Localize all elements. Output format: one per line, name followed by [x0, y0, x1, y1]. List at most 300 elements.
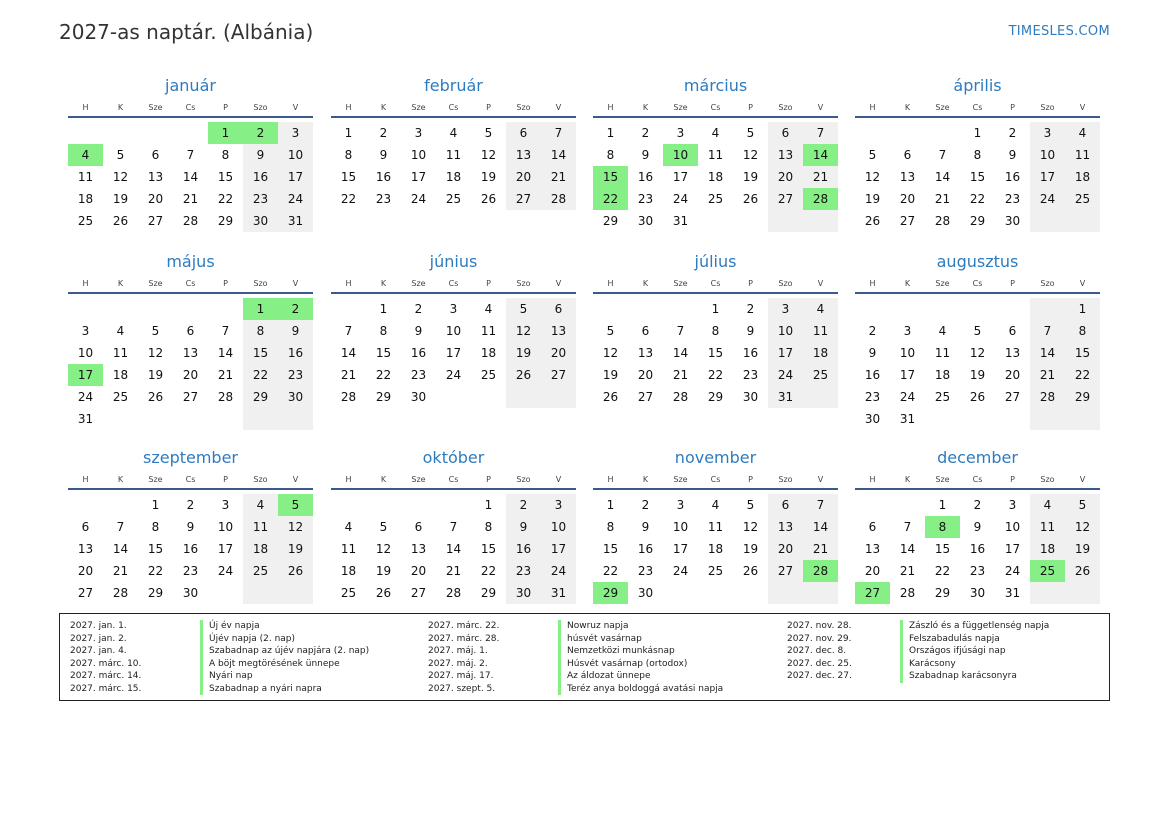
- day-cell[interactable]: 11: [445, 148, 462, 162]
- day-cell[interactable]: 5: [151, 324, 160, 338]
- holiday-day-cell[interactable]: 22: [593, 188, 628, 210]
- day-cell[interactable]: 24: [672, 192, 689, 206]
- day-cell[interactable]: 19: [147, 368, 164, 382]
- day-cell[interactable]: 2: [973, 498, 982, 512]
- day-cell[interactable]: 12: [480, 148, 497, 162]
- day-cell[interactable]: 12: [147, 346, 164, 360]
- day-cell[interactable]: 28: [1030, 386, 1065, 408]
- day-cell[interactable]: 11: [243, 516, 278, 538]
- day-cell[interactable]: 12: [506, 320, 541, 342]
- day-cell[interactable]: 4: [484, 302, 493, 316]
- day-cell[interactable]: 11: [803, 320, 838, 342]
- day-cell[interactable]: 13: [410, 542, 427, 556]
- day-cell[interactable]: 25: [340, 586, 357, 600]
- day-cell[interactable]: 17: [541, 538, 576, 560]
- day-cell[interactable]: 10: [445, 324, 462, 338]
- day-cell[interactable]: 9: [186, 520, 195, 534]
- day-cell[interactable]: 26: [278, 560, 313, 582]
- day-cell[interactable]: 5: [973, 324, 982, 338]
- day-cell[interactable]: 23: [864, 390, 881, 404]
- day-cell[interactable]: 18: [480, 346, 497, 360]
- day-cell[interactable]: 17: [1030, 166, 1065, 188]
- day-cell[interactable]: 4: [116, 324, 125, 338]
- day-cell[interactable]: 10: [899, 346, 916, 360]
- day-cell[interactable]: 14: [1030, 342, 1065, 364]
- day-cell[interactable]: 10: [278, 144, 313, 166]
- day-cell[interactable]: 26: [375, 586, 392, 600]
- day-cell[interactable]: 1: [484, 498, 493, 512]
- day-cell[interactable]: 25: [934, 390, 951, 404]
- day-cell[interactable]: 18: [707, 542, 724, 556]
- day-cell[interactable]: 4: [243, 494, 278, 516]
- day-cell[interactable]: 27: [506, 188, 541, 210]
- day-cell[interactable]: 21: [803, 166, 838, 188]
- day-cell[interactable]: 1: [344, 126, 353, 140]
- day-cell[interactable]: 30: [278, 386, 313, 408]
- day-cell[interactable]: 9: [414, 324, 423, 338]
- day-cell[interactable]: 17: [217, 542, 234, 556]
- day-cell[interactable]: 17: [1004, 542, 1021, 556]
- day-cell[interactable]: 11: [1030, 516, 1065, 538]
- day-cell[interactable]: 4: [803, 298, 838, 320]
- day-cell[interactable]: 27: [410, 586, 427, 600]
- day-cell[interactable]: 24: [445, 368, 462, 382]
- day-cell[interactable]: 19: [602, 368, 619, 382]
- day-cell[interactable]: 4: [938, 324, 947, 338]
- day-cell[interactable]: 15: [217, 170, 234, 184]
- day-cell[interactable]: 19: [506, 342, 541, 364]
- day-cell[interactable]: 27: [147, 214, 164, 228]
- day-cell[interactable]: 6: [506, 122, 541, 144]
- day-cell[interactable]: 12: [1065, 516, 1100, 538]
- day-cell[interactable]: 8: [221, 148, 230, 162]
- day-cell[interactable]: 19: [375, 564, 392, 578]
- day-cell[interactable]: 3: [676, 126, 685, 140]
- day-cell[interactable]: 10: [217, 520, 234, 534]
- day-cell[interactable]: 8: [711, 324, 720, 338]
- day-cell[interactable]: 9: [243, 144, 278, 166]
- day-cell[interactable]: 15: [147, 542, 164, 556]
- day-cell[interactable]: 16: [182, 542, 199, 556]
- day-cell[interactable]: 6: [151, 148, 160, 162]
- day-cell[interactable]: 3: [81, 324, 90, 338]
- day-cell[interactable]: 10: [768, 320, 803, 342]
- day-cell[interactable]: 24: [77, 390, 94, 404]
- holiday-day-cell[interactable]: 4: [68, 144, 103, 166]
- day-cell[interactable]: 6: [414, 520, 423, 534]
- day-cell[interactable]: 21: [112, 564, 129, 578]
- day-cell[interactable]: 7: [803, 494, 838, 516]
- day-cell[interactable]: 7: [221, 324, 230, 338]
- day-cell[interactable]: 21: [672, 368, 689, 382]
- day-cell[interactable]: 6: [903, 148, 912, 162]
- holiday-day-cell[interactable]: 15: [593, 166, 628, 188]
- day-cell[interactable]: 29: [375, 390, 392, 404]
- day-cell[interactable]: 10: [1004, 520, 1021, 534]
- day-cell[interactable]: 19: [112, 192, 129, 206]
- day-cell[interactable]: 25: [243, 560, 278, 582]
- day-cell[interactable]: 2: [641, 126, 650, 140]
- day-cell[interactable]: 5: [746, 498, 755, 512]
- day-cell[interactable]: 24: [410, 192, 427, 206]
- day-cell[interactable]: 21: [803, 538, 838, 560]
- day-cell[interactable]: 13: [1004, 346, 1021, 360]
- day-cell[interactable]: 13: [899, 170, 916, 184]
- day-cell[interactable]: 30: [1004, 214, 1021, 228]
- day-cell[interactable]: 28: [934, 214, 951, 228]
- day-cell[interactable]: 11: [480, 324, 497, 338]
- day-cell[interactable]: 15: [1065, 342, 1100, 364]
- day-cell[interactable]: 5: [746, 126, 755, 140]
- day-cell[interactable]: 27: [182, 390, 199, 404]
- day-cell[interactable]: 2: [641, 498, 650, 512]
- day-cell[interactable]: 16: [864, 368, 881, 382]
- day-cell[interactable]: 10: [77, 346, 94, 360]
- day-cell[interactable]: 28: [217, 390, 234, 404]
- day-cell[interactable]: 8: [344, 148, 353, 162]
- day-cell[interactable]: 6: [81, 520, 90, 534]
- day-cell[interactable]: 10: [672, 520, 689, 534]
- day-cell[interactable]: 2: [868, 324, 877, 338]
- day-cell[interactable]: 26: [1065, 560, 1100, 582]
- day-cell[interactable]: 13: [147, 170, 164, 184]
- day-cell[interactable]: 20: [768, 166, 803, 188]
- holiday-day-cell[interactable]: 28: [803, 560, 838, 582]
- day-cell[interactable]: 11: [340, 542, 357, 556]
- day-cell[interactable]: 21: [541, 166, 576, 188]
- day-cell[interactable]: 25: [112, 390, 129, 404]
- day-cell[interactable]: 31: [1004, 586, 1021, 600]
- day-cell[interactable]: 18: [1065, 166, 1100, 188]
- day-cell[interactable]: 21: [340, 368, 357, 382]
- holiday-day-cell[interactable]: 1: [208, 122, 243, 144]
- day-cell[interactable]: 12: [864, 170, 881, 184]
- day-cell[interactable]: 16: [506, 538, 541, 560]
- day-cell[interactable]: 18: [340, 564, 357, 578]
- day-cell[interactable]: 23: [375, 192, 392, 206]
- day-cell[interactable]: 27: [1004, 390, 1021, 404]
- day-cell[interactable]: 18: [707, 170, 724, 184]
- day-cell[interactable]: 29: [707, 390, 724, 404]
- day-cell[interactable]: 22: [480, 564, 497, 578]
- day-cell[interactable]: 31: [899, 412, 916, 426]
- day-cell[interactable]: 25: [77, 214, 94, 228]
- day-cell[interactable]: 27: [768, 188, 803, 210]
- day-cell[interactable]: 6: [768, 122, 803, 144]
- day-cell[interactable]: 25: [480, 368, 497, 382]
- day-cell[interactable]: 12: [602, 346, 619, 360]
- day-cell[interactable]: 26: [742, 564, 759, 578]
- day-cell[interactable]: 22: [217, 192, 234, 206]
- day-cell[interactable]: 29: [969, 214, 986, 228]
- day-cell[interactable]: 22: [969, 192, 986, 206]
- day-cell[interactable]: 25: [1065, 188, 1100, 210]
- day-cell[interactable]: 21: [934, 192, 951, 206]
- day-cell[interactable]: 11: [112, 346, 129, 360]
- day-cell[interactable]: 26: [147, 390, 164, 404]
- holiday-day-cell[interactable]: 10: [663, 144, 698, 166]
- day-cell[interactable]: 13: [77, 542, 94, 556]
- day-cell[interactable]: 2: [1008, 126, 1017, 140]
- day-cell[interactable]: 24: [768, 364, 803, 386]
- day-cell[interactable]: 12: [278, 516, 313, 538]
- day-cell[interactable]: 14: [217, 346, 234, 360]
- day-cell[interactable]: 3: [1030, 122, 1065, 144]
- day-cell[interactable]: 17: [899, 368, 916, 382]
- day-cell[interactable]: 14: [112, 542, 129, 556]
- day-cell[interactable]: 4: [344, 520, 353, 534]
- day-cell[interactable]: 23: [278, 364, 313, 386]
- day-cell[interactable]: 2: [746, 302, 755, 316]
- day-cell[interactable]: 23: [410, 368, 427, 382]
- day-cell[interactable]: 13: [637, 346, 654, 360]
- day-cell[interactable]: 28: [445, 586, 462, 600]
- holiday-day-cell[interactable]: 25: [1030, 560, 1065, 582]
- day-cell[interactable]: 26: [112, 214, 129, 228]
- day-cell[interactable]: 9: [973, 520, 982, 534]
- day-cell[interactable]: 13: [864, 542, 881, 556]
- day-cell[interactable]: 29: [480, 586, 497, 600]
- day-cell[interactable]: 4: [1030, 494, 1065, 516]
- day-cell[interactable]: 31: [278, 210, 313, 232]
- site-link[interactable]: TIMESLES.COM: [1008, 24, 1110, 39]
- day-cell[interactable]: 30: [864, 412, 881, 426]
- day-cell[interactable]: 3: [278, 122, 313, 144]
- day-cell[interactable]: 12: [375, 542, 392, 556]
- day-cell[interactable]: 1: [973, 126, 982, 140]
- day-cell[interactable]: 1: [1065, 298, 1100, 320]
- day-cell[interactable]: 5: [116, 148, 125, 162]
- day-cell[interactable]: 24: [217, 564, 234, 578]
- day-cell[interactable]: 10: [410, 148, 427, 162]
- day-cell[interactable]: 3: [414, 126, 423, 140]
- day-cell[interactable]: 19: [742, 170, 759, 184]
- day-cell[interactable]: 19: [480, 170, 497, 184]
- day-cell[interactable]: 4: [711, 498, 720, 512]
- day-cell[interactable]: 23: [243, 188, 278, 210]
- day-cell[interactable]: 4: [1065, 122, 1100, 144]
- day-cell[interactable]: 16: [637, 542, 654, 556]
- day-cell[interactable]: 30: [506, 582, 541, 604]
- day-cell[interactable]: 10: [1030, 144, 1065, 166]
- day-cell[interactable]: 19: [969, 368, 986, 382]
- day-cell[interactable]: 27: [637, 390, 654, 404]
- day-cell[interactable]: 26: [602, 390, 619, 404]
- day-cell[interactable]: 26: [969, 390, 986, 404]
- day-cell[interactable]: 17: [768, 342, 803, 364]
- day-cell[interactable]: 30: [243, 210, 278, 232]
- day-cell[interactable]: 14: [541, 144, 576, 166]
- day-cell[interactable]: 9: [1008, 148, 1017, 162]
- day-cell[interactable]: 8: [606, 520, 615, 534]
- day-cell[interactable]: 9: [379, 148, 388, 162]
- holiday-day-cell[interactable]: 14: [803, 144, 838, 166]
- day-cell[interactable]: 8: [151, 520, 160, 534]
- day-cell[interactable]: 18: [1030, 538, 1065, 560]
- day-cell[interactable]: 8: [973, 148, 982, 162]
- day-cell[interactable]: 20: [77, 564, 94, 578]
- day-cell[interactable]: 22: [243, 364, 278, 386]
- day-cell[interactable]: 21: [445, 564, 462, 578]
- holiday-day-cell[interactable]: 28: [803, 188, 838, 210]
- day-cell[interactable]: 15: [340, 170, 357, 184]
- day-cell[interactable]: 6: [541, 298, 576, 320]
- day-cell[interactable]: 21: [899, 564, 916, 578]
- day-cell[interactable]: 16: [375, 170, 392, 184]
- day-cell[interactable]: 3: [903, 324, 912, 338]
- day-cell[interactable]: 12: [969, 346, 986, 360]
- day-cell[interactable]: 28: [340, 390, 357, 404]
- day-cell[interactable]: 28: [182, 214, 199, 228]
- day-cell[interactable]: 16: [742, 346, 759, 360]
- day-cell[interactable]: 1: [938, 498, 947, 512]
- day-cell[interactable]: 15: [480, 542, 497, 556]
- day-cell[interactable]: 6: [641, 324, 650, 338]
- day-cell[interactable]: 14: [934, 170, 951, 184]
- day-cell[interactable]: 29: [934, 586, 951, 600]
- day-cell[interactable]: 15: [934, 542, 951, 556]
- day-cell[interactable]: 29: [1065, 386, 1100, 408]
- day-cell[interactable]: 7: [676, 324, 685, 338]
- day-cell[interactable]: 6: [186, 324, 195, 338]
- day-cell[interactable]: 22: [1065, 364, 1100, 386]
- day-cell[interactable]: 28: [672, 390, 689, 404]
- day-cell[interactable]: 25: [707, 564, 724, 578]
- day-cell[interactable]: 2: [379, 126, 388, 140]
- day-cell[interactable]: 4: [449, 126, 458, 140]
- day-cell[interactable]: 14: [899, 542, 916, 556]
- day-cell[interactable]: 18: [77, 192, 94, 206]
- day-cell[interactable]: 19: [742, 542, 759, 556]
- day-cell[interactable]: 16: [243, 166, 278, 188]
- day-cell[interactable]: 5: [379, 520, 388, 534]
- day-cell[interactable]: 25: [803, 364, 838, 386]
- day-cell[interactable]: 27: [899, 214, 916, 228]
- day-cell[interactable]: 8: [243, 320, 278, 342]
- day-cell[interactable]: 29: [243, 386, 278, 408]
- day-cell[interactable]: 2: [506, 494, 541, 516]
- day-cell[interactable]: 24: [278, 188, 313, 210]
- holiday-day-cell[interactable]: 1: [243, 298, 278, 320]
- day-cell[interactable]: 9: [641, 148, 650, 162]
- day-cell[interactable]: 14: [803, 516, 838, 538]
- holiday-day-cell[interactable]: 2: [278, 298, 313, 320]
- day-cell[interactable]: 5: [606, 324, 615, 338]
- day-cell[interactable]: 20: [410, 564, 427, 578]
- day-cell[interactable]: 4: [711, 126, 720, 140]
- holiday-day-cell[interactable]: 29: [593, 582, 628, 604]
- day-cell[interactable]: 1: [606, 498, 615, 512]
- day-cell[interactable]: 19: [278, 538, 313, 560]
- day-cell[interactable]: 22: [147, 564, 164, 578]
- day-cell[interactable]: 3: [221, 498, 230, 512]
- day-cell[interactable]: 11: [1065, 144, 1100, 166]
- day-cell[interactable]: 15: [707, 346, 724, 360]
- day-cell[interactable]: 19: [1065, 538, 1100, 560]
- day-cell[interactable]: 9: [641, 520, 650, 534]
- day-cell[interactable]: 20: [541, 342, 576, 364]
- day-cell[interactable]: 7: [116, 520, 125, 534]
- day-cell[interactable]: 12: [112, 170, 129, 184]
- day-cell[interactable]: 7: [186, 148, 195, 162]
- day-cell[interactable]: 17: [672, 542, 689, 556]
- day-cell[interactable]: 28: [541, 188, 576, 210]
- day-cell[interactable]: 11: [707, 520, 724, 534]
- day-cell[interactable]: 20: [182, 368, 199, 382]
- day-cell[interactable]: 31: [541, 582, 576, 604]
- day-cell[interactable]: 18: [112, 368, 129, 382]
- day-cell[interactable]: 7: [1030, 320, 1065, 342]
- day-cell[interactable]: 9: [278, 320, 313, 342]
- day-cell[interactable]: 25: [707, 192, 724, 206]
- day-cell[interactable]: 21: [1030, 364, 1065, 386]
- day-cell[interactable]: 30: [182, 586, 199, 600]
- day-cell[interactable]: 26: [742, 192, 759, 206]
- day-cell[interactable]: 30: [969, 586, 986, 600]
- day-cell[interactable]: 23: [506, 560, 541, 582]
- day-cell[interactable]: 24: [541, 560, 576, 582]
- day-cell[interactable]: 3: [1008, 498, 1017, 512]
- day-cell[interactable]: 18: [934, 368, 951, 382]
- day-cell[interactable]: 8: [1065, 320, 1100, 342]
- day-cell[interactable]: 8: [606, 148, 615, 162]
- day-cell[interactable]: 18: [243, 538, 278, 560]
- day-cell[interactable]: 13: [541, 320, 576, 342]
- day-cell[interactable]: 20: [768, 538, 803, 560]
- day-cell[interactable]: 14: [672, 346, 689, 360]
- day-cell[interactable]: 20: [147, 192, 164, 206]
- day-cell[interactable]: 26: [480, 192, 497, 206]
- holiday-day-cell[interactable]: 5: [278, 494, 313, 516]
- day-cell[interactable]: 27: [77, 586, 94, 600]
- day-cell[interactable]: 5: [484, 126, 493, 140]
- day-cell[interactable]: 29: [602, 214, 619, 228]
- day-cell[interactable]: 22: [340, 192, 357, 206]
- day-cell[interactable]: 9: [868, 346, 877, 360]
- day-cell[interactable]: 14: [445, 542, 462, 556]
- day-cell[interactable]: 31: [768, 386, 803, 408]
- day-cell[interactable]: 9: [506, 516, 541, 538]
- day-cell[interactable]: 30: [742, 390, 759, 404]
- day-cell[interactable]: 1: [711, 302, 720, 316]
- day-cell[interactable]: 23: [637, 564, 654, 578]
- day-cell[interactable]: 20: [506, 166, 541, 188]
- holiday-day-cell[interactable]: 17: [68, 364, 103, 386]
- day-cell[interactable]: 1: [151, 498, 160, 512]
- day-cell[interactable]: 17: [278, 166, 313, 188]
- day-cell[interactable]: 7: [541, 122, 576, 144]
- day-cell[interactable]: 15: [602, 542, 619, 556]
- day-cell[interactable]: 26: [864, 214, 881, 228]
- day-cell[interactable]: 8: [379, 324, 388, 338]
- day-cell[interactable]: 29: [147, 586, 164, 600]
- holiday-day-cell[interactable]: 2: [243, 122, 278, 144]
- day-cell[interactable]: 23: [1004, 192, 1021, 206]
- day-cell[interactable]: 27: [768, 560, 803, 582]
- day-cell[interactable]: 3: [449, 302, 458, 316]
- day-cell[interactable]: 16: [1004, 170, 1021, 184]
- day-cell[interactable]: 6: [1008, 324, 1017, 338]
- day-cell[interactable]: 21: [217, 368, 234, 382]
- day-cell[interactable]: 7: [449, 520, 458, 534]
- day-cell[interactable]: 3: [676, 498, 685, 512]
- day-cell[interactable]: 23: [637, 192, 654, 206]
- day-cell[interactable]: 23: [969, 564, 986, 578]
- day-cell[interactable]: 29: [217, 214, 234, 228]
- day-cell[interactable]: 24: [672, 564, 689, 578]
- day-cell[interactable]: 30: [637, 214, 654, 228]
- day-cell[interactable]: 3: [768, 298, 803, 320]
